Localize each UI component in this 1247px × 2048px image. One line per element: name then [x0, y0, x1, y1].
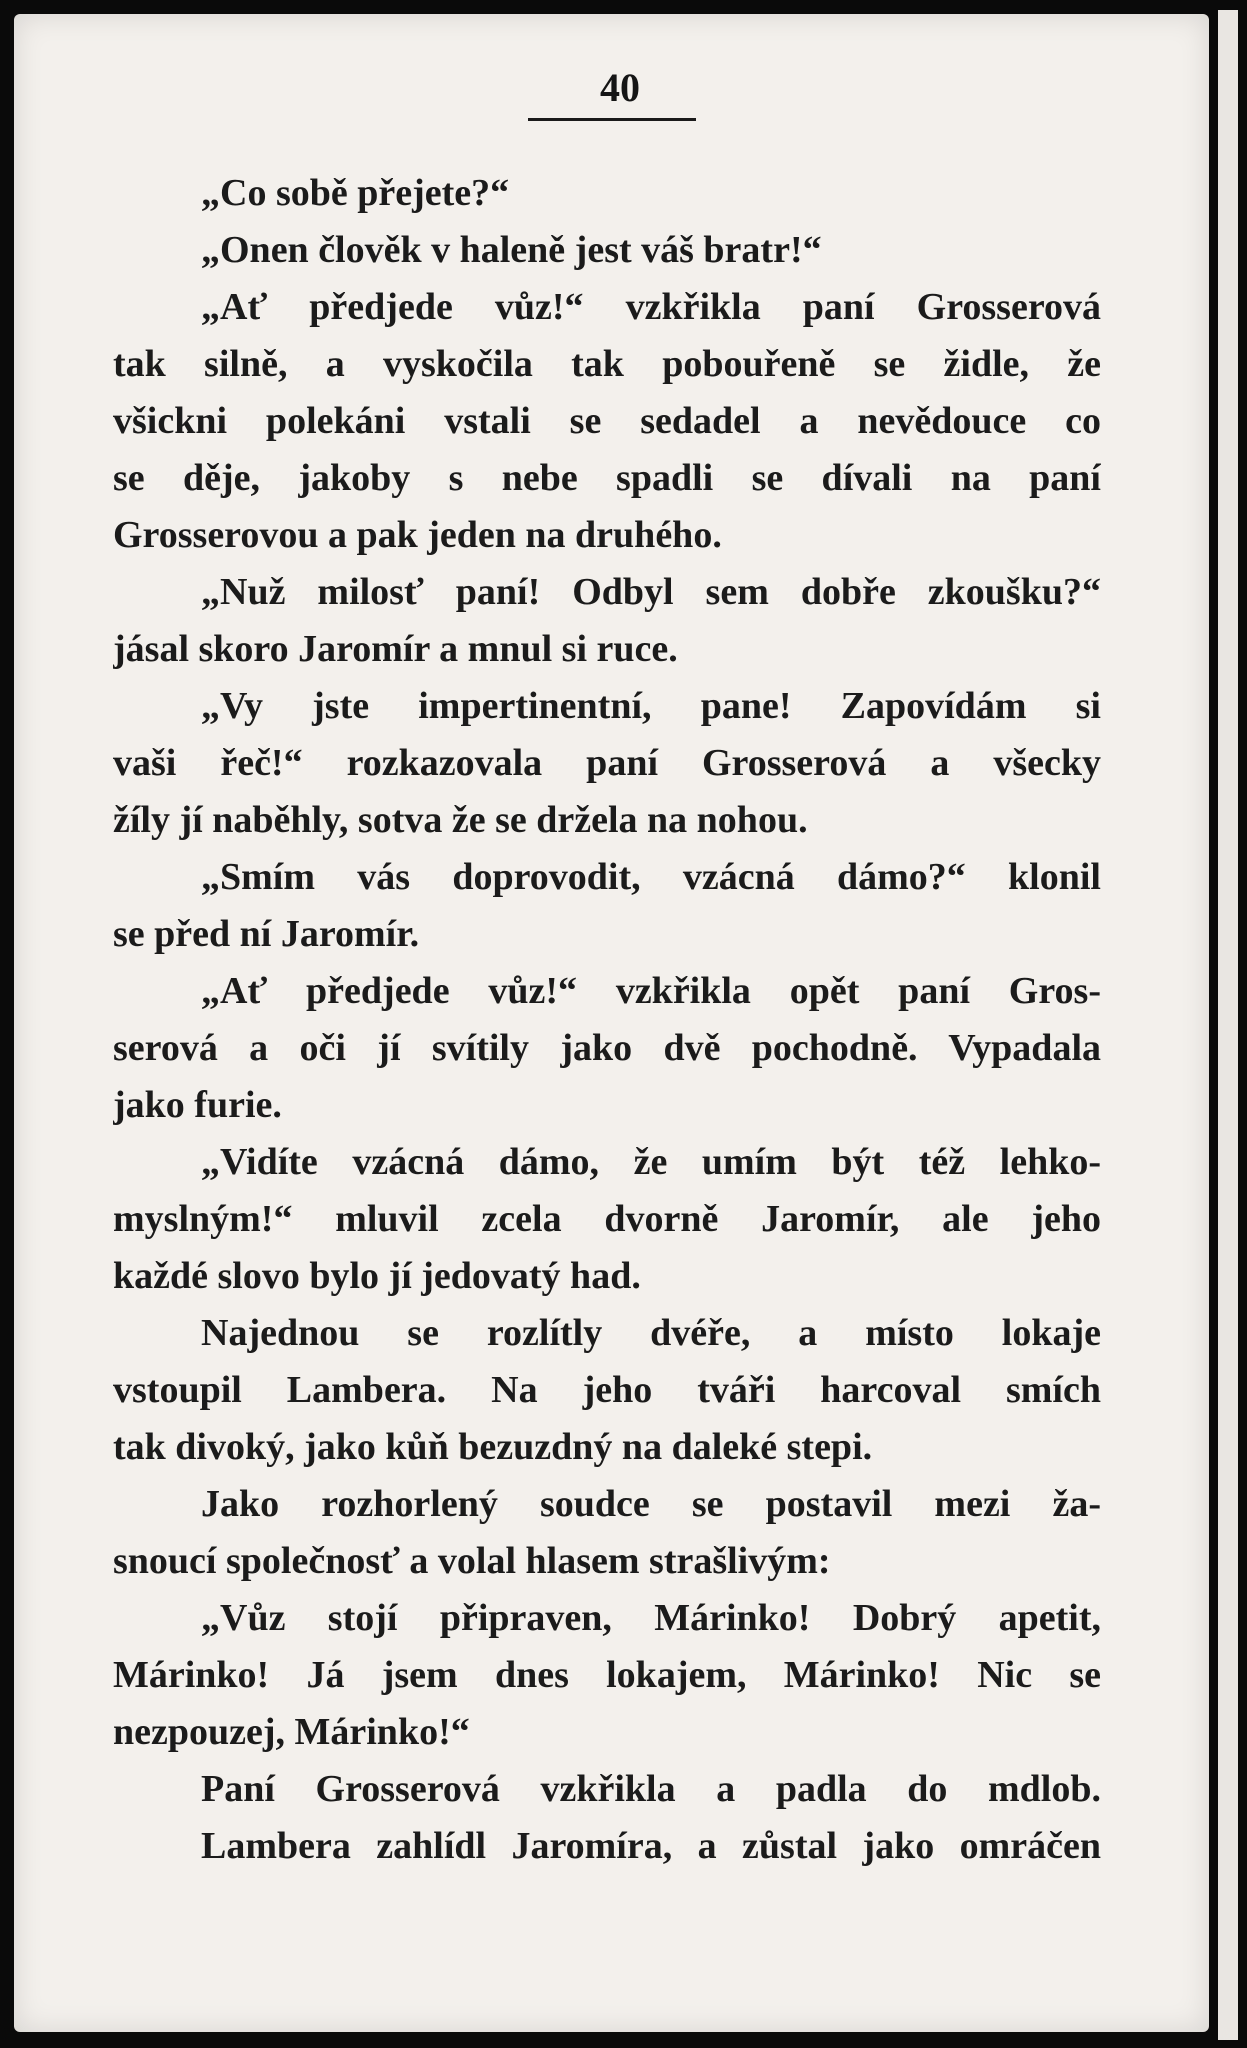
text-line: jásal skoro Jaromír a mnul si ruce.	[113, 628, 678, 670]
text-line: „Vůz stojí připraven, Márinko! Dobrý apetit,	[201, 1597, 1101, 1639]
text-line: myslným!“ mluvil zcela dvorně Jaromír, ale jeho	[113, 1198, 1101, 1240]
header-rule	[528, 118, 696, 121]
text-line: „Ať předjede vůz!“ vzkřikla opět paní Gros-	[201, 970, 1101, 1012]
text-line: serová a oči jí svítily jako dvě pochodně. Vypadala	[113, 1027, 1101, 1069]
text-line: Lambera zahlídl Jaromíra, a zůstal jako omráčen	[201, 1825, 1101, 1867]
text-line: Grosserovou a pak jeden na druhého.	[113, 514, 722, 556]
text-line: snoucí společnosť a volal hlasem strašlivým:	[113, 1540, 831, 1582]
text-line: všickni polekáni vstali se sedadel a nevědouce co	[113, 400, 1101, 442]
body-text	[113, 165, 1101, 1875]
text-line: „Vy jste impertinentní, pane! Zapovídám si	[201, 685, 1101, 727]
text-line: Márinko! Já jsem dnes lokajem, Márinko! Nic se	[113, 1654, 1101, 1696]
text-line: vaši řeč!“ rozkazovala paní Grosserová a všecky	[113, 742, 1101, 784]
text-line: žíly jí naběhly, sotva že se držela na nohou.	[113, 799, 808, 841]
text-line: se děje, jakoby s nebe spadli se dívali na paní	[113, 457, 1101, 499]
text-line: „Vidíte vzácná dámo, že umím být též lehko-	[201, 1141, 1101, 1183]
text-line: vstoupil Lambera. Na jeho tváři harcoval smích	[113, 1369, 1101, 1411]
text-line: Najednou se rozlítly dvéře, a místo lokaje	[201, 1312, 1101, 1354]
text-line: jako furie.	[113, 1084, 282, 1126]
text-line: Jako rozhorlený soudce se postavil mezi ža-	[201, 1483, 1101, 1525]
page-number: 40	[600, 65, 640, 110]
text-line: „Smím vás doprovodit, vzácná dámo?“ klonil	[201, 856, 1101, 898]
text-line: tak divoký, jako kůň bezuzdný na daleké stepi.	[113, 1426, 873, 1468]
adjacent-page-edge	[1218, 10, 1238, 2040]
text-line: Paní Grosserová vzkřikla a padla do mdlob.	[201, 1768, 1101, 1810]
text-line: „Nuž milosť paní! Odbyl sem dobře zkoušku?“	[201, 571, 1101, 613]
text-line: nezpouzej, Márinko!“	[113, 1711, 470, 1753]
text-line: „Ať předjede vůz!“ vzkřikla paní Grosserová	[201, 286, 1101, 328]
text-line: „Onen člověk v haleně jest váš bratr!“	[201, 229, 822, 271]
text-line: se před ní Jaromír.	[113, 913, 420, 955]
text-line: každé slovo bylo jí jedovatý had.	[113, 1255, 641, 1297]
text-line: tak silně, a vyskočila tak pobouřeně se židle, že	[113, 343, 1101, 385]
text-line: „Co sobě přejete?“	[201, 172, 510, 214]
